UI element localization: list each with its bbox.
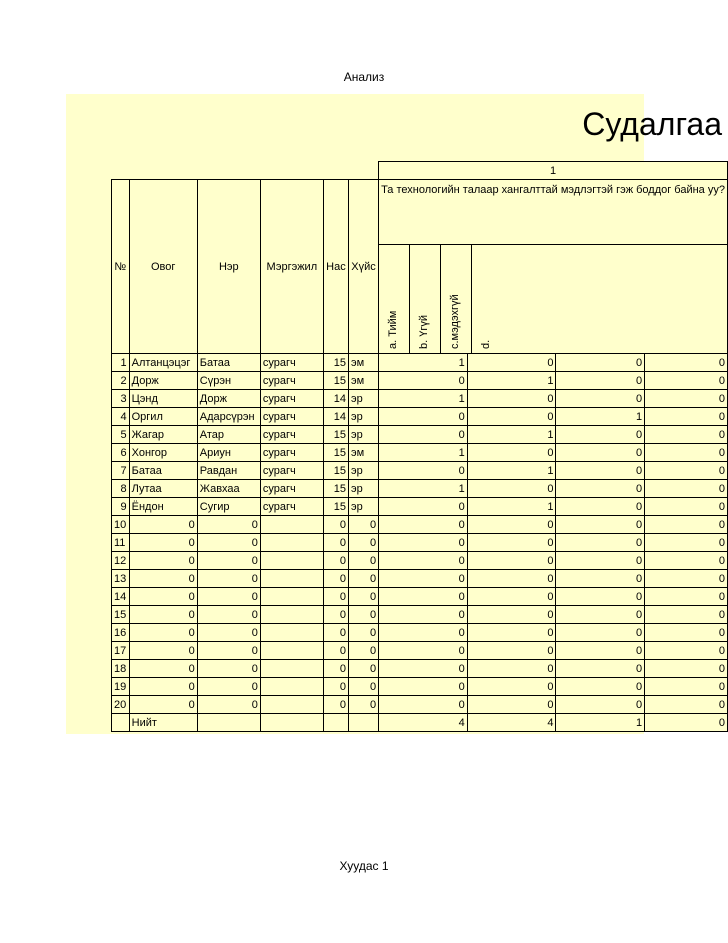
cell-value: 0 — [323, 588, 348, 606]
cell-value: 0 — [129, 516, 197, 534]
cell-age: 14 — [323, 390, 348, 408]
table-row — [112, 516, 728, 534]
cell-c: 0 — [556, 372, 645, 390]
cell-last: Лутаа — [129, 480, 197, 498]
total-label: Нийт — [129, 714, 197, 732]
cell-b: 0 — [467, 480, 556, 498]
cell-gender: эм — [349, 444, 379, 462]
cell-value: 0 — [556, 516, 645, 534]
cell-no: 10 — [112, 516, 130, 534]
cell-no: 14 — [112, 588, 130, 606]
cell-value: 0 — [197, 660, 260, 678]
cell-value: 0 — [379, 552, 468, 570]
cell-value: 0 — [129, 660, 197, 678]
cell-value — [260, 660, 323, 678]
cell-value: 0 — [379, 642, 468, 660]
cell-value: 0 — [645, 570, 728, 588]
cell-no: 4 — [112, 408, 130, 426]
cell-a: 0 — [379, 498, 468, 516]
cell-value: 0 — [556, 660, 645, 678]
cell-first: Атар — [197, 426, 260, 444]
cell-value: 0 — [467, 588, 556, 606]
cell-value: 0 — [197, 642, 260, 660]
cell-value: 0 — [323, 534, 348, 552]
cell-d: 0 — [645, 390, 728, 408]
cell-prof: сурагч — [260, 354, 323, 372]
cell-value: 0 — [645, 534, 728, 552]
cell-value: 0 — [129, 534, 197, 552]
table-row — [112, 606, 728, 624]
col-header-last-name: Овог — [129, 180, 197, 354]
cell-c: 0 — [556, 390, 645, 408]
cell-value: 0 — [197, 570, 260, 588]
cell-value: 0 — [323, 642, 348, 660]
cell-d: 0 — [645, 372, 728, 390]
cell-value: 0 — [349, 696, 379, 714]
cell-last: Дорж — [129, 372, 197, 390]
cell-value: 0 — [467, 696, 556, 714]
cell-no: 17 — [112, 642, 130, 660]
cell-value: 0 — [645, 660, 728, 678]
option-a: a. Тийм — [379, 245, 410, 353]
survey-table — [111, 161, 728, 732]
cell-prof: сурагч — [260, 444, 323, 462]
cell-no: 1 — [112, 354, 130, 372]
cell-first: Дорж — [197, 390, 260, 408]
table-row — [112, 390, 728, 408]
cell-no: 13 — [112, 570, 130, 588]
cell-value: 0 — [379, 660, 468, 678]
question-number: 1 — [379, 162, 728, 180]
cell-b: 0 — [467, 390, 556, 408]
cell-value: 0 — [129, 642, 197, 660]
cell-last: Оргил — [129, 408, 197, 426]
cell-no: 18 — [112, 660, 130, 678]
cell-value — [260, 696, 323, 714]
cell-first: Равдан — [197, 462, 260, 480]
cell-gender: эр — [349, 408, 379, 426]
cell-value: 0 — [379, 570, 468, 588]
cell-age: 15 — [323, 444, 348, 462]
cell-gender: эр — [349, 426, 379, 444]
cell-value: 0 — [197, 678, 260, 696]
cell-a: 0 — [379, 372, 468, 390]
cell-prof: сурагч — [260, 408, 323, 426]
cell-value: 0 — [645, 516, 728, 534]
table-row — [112, 624, 728, 642]
cell-value: 0 — [349, 570, 379, 588]
cell-no: 20 — [112, 696, 130, 714]
table-row — [112, 642, 728, 660]
cell-value: 0 — [197, 534, 260, 552]
cell-value — [260, 642, 323, 660]
cell-no: 15 — [112, 606, 130, 624]
col-header-gender: Хүйс — [349, 180, 379, 354]
cell-value: 0 — [197, 516, 260, 534]
cell-value — [260, 534, 323, 552]
cell-value: 0 — [349, 552, 379, 570]
cell-d: 0 — [645, 354, 728, 372]
total-c: 1 — [556, 714, 645, 732]
cell-value: 0 — [556, 570, 645, 588]
table-row — [112, 534, 728, 552]
cell-value: 0 — [349, 660, 379, 678]
cell-no: 7 — [112, 462, 130, 480]
table-row — [112, 426, 728, 444]
cell-no: 8 — [112, 480, 130, 498]
cell-value: 0 — [379, 696, 468, 714]
cell-last: Алтанцэцэг — [129, 354, 197, 372]
cell-value: 0 — [197, 696, 260, 714]
total-b: 4 — [467, 714, 556, 732]
cell-gender: эр — [349, 480, 379, 498]
cell-age: 15 — [323, 426, 348, 444]
cell-age: 15 — [323, 372, 348, 390]
table-row — [112, 678, 728, 696]
cell-last: Батаа — [129, 462, 197, 480]
cell-d: 0 — [645, 426, 728, 444]
total-a: 4 — [379, 714, 468, 732]
cell-prof: сурагч — [260, 498, 323, 516]
cell-a: 1 — [379, 444, 468, 462]
cell-value: 0 — [556, 552, 645, 570]
cell-a: 1 — [379, 480, 468, 498]
col-header-profession: Мэргэжил — [260, 180, 323, 354]
cell-a: 0 — [379, 408, 468, 426]
cell-value: 0 — [323, 696, 348, 714]
cell-value — [260, 624, 323, 642]
cell-value: 0 — [645, 678, 728, 696]
cell-value: 0 — [467, 606, 556, 624]
table-row — [112, 660, 728, 678]
cell-value: 0 — [349, 642, 379, 660]
cell-no: 19 — [112, 678, 130, 696]
cell-value: 0 — [645, 696, 728, 714]
cell-d: 0 — [645, 408, 728, 426]
cell-first: Сүрэн — [197, 372, 260, 390]
cell-value: 0 — [379, 606, 468, 624]
cell-value: 0 — [349, 534, 379, 552]
table-row — [112, 408, 728, 426]
cell-value: 0 — [129, 624, 197, 642]
table-row — [112, 444, 728, 462]
option-d: d. — [480, 339, 493, 349]
cell-value: 0 — [129, 606, 197, 624]
cell-value: 0 — [323, 552, 348, 570]
cell-value: 0 — [129, 588, 197, 606]
cell-value: 0 — [467, 516, 556, 534]
cell-no: 11 — [112, 534, 130, 552]
cell-no: 6 — [112, 444, 130, 462]
sheet-title: Судалгаа — [582, 106, 722, 142]
cell-first: Адарсүрэн — [197, 408, 260, 426]
cell-b: 1 — [467, 426, 556, 444]
cell-last: Цэнд — [129, 390, 197, 408]
cell-age: 15 — [323, 480, 348, 498]
table-row — [112, 552, 728, 570]
cell-value: 0 — [129, 678, 197, 696]
cell-c: 0 — [556, 462, 645, 480]
cell-c: 1 — [556, 408, 645, 426]
cell-value: 0 — [323, 516, 348, 534]
cell-b: 0 — [467, 444, 556, 462]
cell-value: 0 — [349, 516, 379, 534]
cell-c: 0 — [556, 444, 645, 462]
col-header-age: Нас — [323, 180, 348, 354]
cell-b: 0 — [467, 408, 556, 426]
cell-a: 1 — [379, 390, 468, 408]
cell-value: 0 — [379, 678, 468, 696]
cell-value: 0 — [467, 552, 556, 570]
cell-last: Хонгор — [129, 444, 197, 462]
question-text: Та технологийн талаар хангалттай мэдлэгтэй гэж боддог байна уу? — [379, 180, 727, 245]
cell-value: 0 — [467, 642, 556, 660]
cell-value: 0 — [645, 606, 728, 624]
cell-age: 15 — [323, 462, 348, 480]
cell-value: 0 — [645, 642, 728, 660]
cell-b: 0 — [467, 354, 556, 372]
cell-first: Батаа — [197, 354, 260, 372]
cell-gender: эр — [349, 390, 379, 408]
cell-value: 0 — [467, 534, 556, 552]
col-header-no: № — [112, 180, 130, 354]
cell-value — [260, 678, 323, 696]
cell-c: 0 — [556, 354, 645, 372]
cell-value: 0 — [323, 678, 348, 696]
cell-age: 14 — [323, 408, 348, 426]
cell-value: 0 — [645, 588, 728, 606]
cell-a: 1 — [379, 354, 468, 372]
table-row — [112, 372, 728, 390]
cell-b: 1 — [467, 372, 556, 390]
cell-value: 0 — [323, 570, 348, 588]
cell-value: 0 — [197, 552, 260, 570]
cell-value: 0 — [645, 552, 728, 570]
cell-value: 0 — [556, 606, 645, 624]
cell-d: 0 — [645, 462, 728, 480]
cell-value: 0 — [379, 534, 468, 552]
table-row — [112, 570, 728, 588]
cell-value — [260, 552, 323, 570]
cell-value: 0 — [323, 660, 348, 678]
cell-a: 0 — [379, 462, 468, 480]
cell-value: 0 — [467, 570, 556, 588]
cell-d: 0 — [645, 498, 728, 516]
cell-value: 0 — [349, 678, 379, 696]
cell-value: 0 — [556, 696, 645, 714]
cell-value: 0 — [323, 624, 348, 642]
cell-value: 0 — [467, 624, 556, 642]
cell-prof: сурагч — [260, 480, 323, 498]
cell-b: 1 — [467, 498, 556, 516]
cell-prof: сурагч — [260, 426, 323, 444]
cell-value: 0 — [129, 570, 197, 588]
cell-age: 15 — [323, 354, 348, 372]
cell-b: 1 — [467, 462, 556, 480]
cell-last: Жагар — [129, 426, 197, 444]
cell-first: Жавхаа — [197, 480, 260, 498]
cell-no: 12 — [112, 552, 130, 570]
cell-value: 0 — [197, 606, 260, 624]
cell-value: 0 — [349, 624, 379, 642]
cell-value: 0 — [556, 642, 645, 660]
cell-value: 0 — [197, 588, 260, 606]
cell-d: 0 — [645, 444, 728, 462]
cell-value: 0 — [556, 588, 645, 606]
cell-value: 0 — [129, 552, 197, 570]
page-header-title: Анализ — [343, 70, 385, 84]
cell-d: 0 — [645, 480, 728, 498]
cell-gender: эр — [349, 462, 379, 480]
cell-first: Сугир — [197, 498, 260, 516]
cell-value — [260, 570, 323, 588]
cell-last: Ёндон — [129, 498, 197, 516]
cell-c: 0 — [556, 480, 645, 498]
option-c: c.мэдэхгүй — [441, 245, 472, 353]
cell-a: 0 — [379, 426, 468, 444]
cell-value: 0 — [129, 696, 197, 714]
cell-value: 0 — [379, 588, 468, 606]
cell-first: Ариун — [197, 444, 260, 462]
cell-value: 0 — [467, 660, 556, 678]
cell-no: 9 — [112, 498, 130, 516]
cell-prof: сурагч — [260, 462, 323, 480]
cell-c: 0 — [556, 426, 645, 444]
cell-value: 0 — [379, 624, 468, 642]
total-row — [112, 714, 728, 732]
cell-value: 0 — [197, 624, 260, 642]
table-row — [112, 462, 728, 480]
cell-no: 5 — [112, 426, 130, 444]
cell-c: 0 — [556, 498, 645, 516]
cell-value: 0 — [379, 516, 468, 534]
cell-value: 0 — [645, 624, 728, 642]
total-d: 0 — [645, 714, 728, 732]
cell-no: 3 — [112, 390, 130, 408]
cell-prof: сурагч — [260, 372, 323, 390]
cell-value: 0 — [556, 534, 645, 552]
cell-value: 0 — [349, 588, 379, 606]
cell-value: 0 — [349, 606, 379, 624]
cell-value: 0 — [556, 678, 645, 696]
cell-value: 0 — [467, 678, 556, 696]
col-header-first-name: Нэр — [197, 180, 260, 354]
table-row — [112, 480, 728, 498]
cell-value: 0 — [323, 606, 348, 624]
page-footer-label: Хуудас 1 — [339, 859, 389, 873]
option-b: b. Үгүй — [410, 245, 441, 353]
cell-no: 2 — [112, 372, 130, 390]
cell-gender: эр — [349, 498, 379, 516]
cell-value — [260, 516, 323, 534]
cell-gender: эм — [349, 354, 379, 372]
cell-age: 15 — [323, 498, 348, 516]
cell-no: 16 — [112, 624, 130, 642]
table-row — [112, 354, 728, 372]
table-row — [112, 498, 728, 516]
cell-value — [260, 588, 323, 606]
cell-value — [260, 606, 323, 624]
table-row — [112, 696, 728, 714]
cell-prof: сурагч — [260, 390, 323, 408]
cell-gender: эм — [349, 372, 379, 390]
table-row — [112, 588, 728, 606]
cell-value: 0 — [556, 624, 645, 642]
